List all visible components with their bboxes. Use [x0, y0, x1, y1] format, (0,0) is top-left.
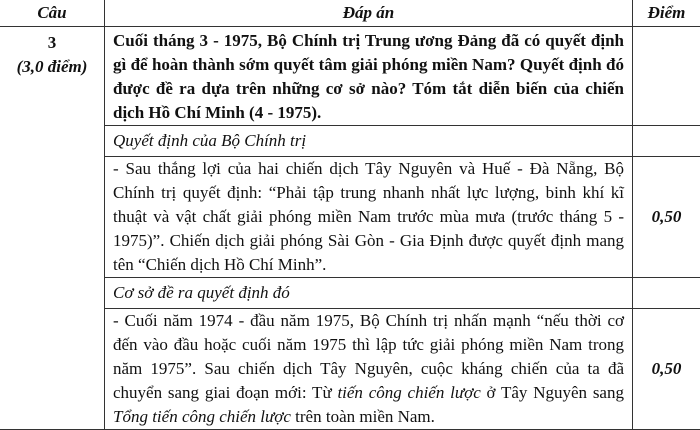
italic-term: Tổng tiến công chiến lược — [113, 407, 291, 426]
question-number-cell — [0, 27, 105, 430]
text-part: trên toàn miền Nam. — [291, 407, 435, 426]
section-content-row — [0, 157, 700, 278]
section-content-row — [0, 309, 700, 430]
question-text: Cuối tháng 3 - 1975, Bộ Chính trị Trung ương Đảng đã có quyết định gì để hoàn thành sớm quyết tâm giải phóng miền Nam? Quyết định đó được đề ra dựa trên những cơ sở nào? Tóm tắt diễn biến của chiến dịch Hồ Chí Minh (4 - 1975). — [105, 27, 633, 126]
header-diem: Điểm — [633, 0, 700, 27]
section-score: 0,50 — [633, 157, 700, 278]
section-heading-row — [0, 126, 700, 157]
header-cau: Câu — [0, 0, 105, 27]
section-heading-row — [0, 278, 700, 309]
section-text: - Sau thắng lợi của hai chiến dịch Tây Nguyên và Huế - Đà Nẵng, Bộ Chính trị quyết định: “Phải tập trung nhanh nhất lực lượng, binh khí kĩ thuật và vật chất giải phóng miền Nam trước mùa mưa (trước tháng 5 - 1975)”. Chiến dịch giải phóng Sài Gòn - Gia Định được quyết định mang tên “Chiến dịch Hồ Chí Minh”. — [105, 157, 633, 278]
text-part: ở Tây Nguyên sang — [481, 383, 624, 402]
text-part: - Cuối năm 1974 - đầu năm 1975, Bộ Chính trị nhấn mạnh “nếu thời cơ đến vào đầu hoặc cuối năm 1975 thì lập tức giải phóng miền Nam trong năm 1975”. Sau chiến dịch Tây Nguyên, cuộc kháng chiến của ta đã chuyển sang giai đoạn mới: Từ — [113, 311, 624, 402]
empty-score-cell — [633, 27, 700, 126]
section-heading: Cơ sở đề ra quyết định đó — [105, 278, 633, 309]
question-points: (3,0 điểm) — [8, 55, 96, 79]
question-number: 3 — [8, 31, 96, 55]
empty-score-cell — [633, 126, 700, 157]
section-heading: Quyết định của Bộ Chính trị — [105, 126, 633, 157]
empty-score-cell — [633, 278, 700, 309]
section-text — [105, 309, 633, 430]
italic-term: tiến công chiến lược — [337, 383, 480, 402]
question-row — [0, 27, 700, 126]
header-dap-an: Đáp án — [105, 0, 633, 27]
table-header — [0, 0, 700, 27]
section-score: 0,50 — [633, 309, 700, 430]
